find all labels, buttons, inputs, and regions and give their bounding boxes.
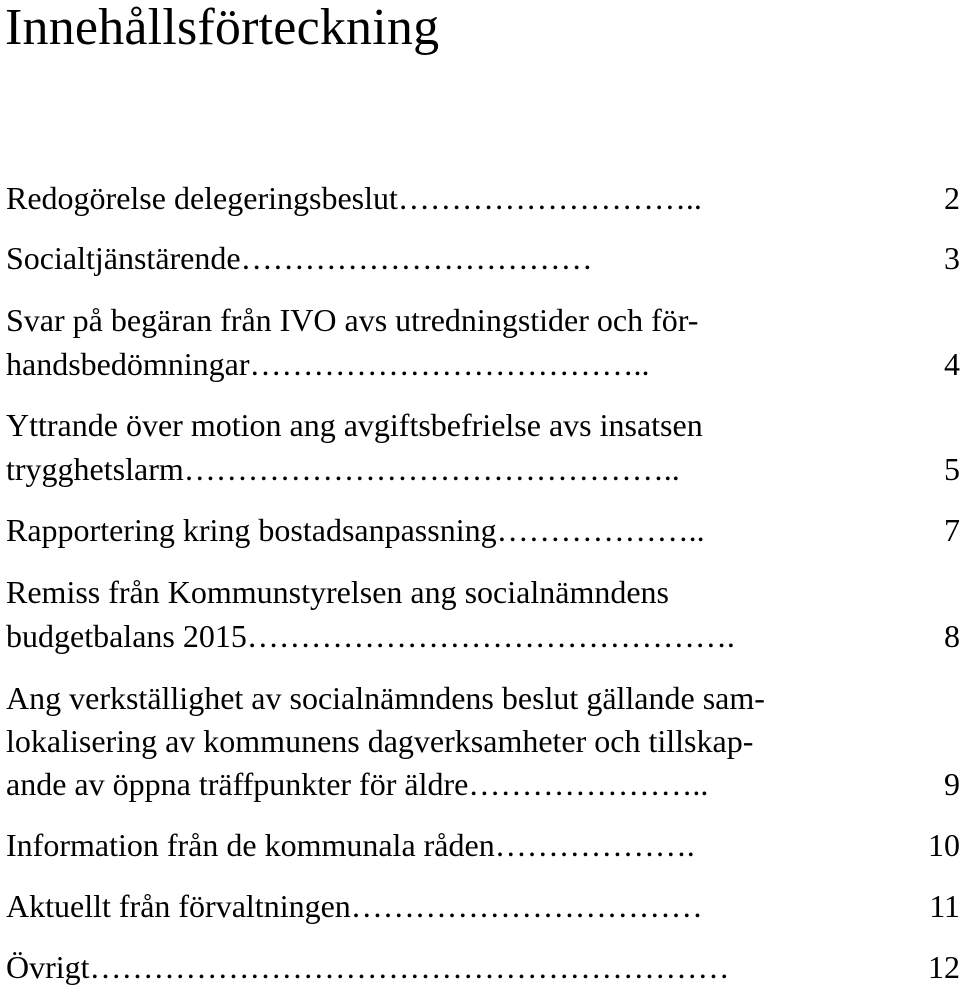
toc-item-bostadsanpassning: [6, 509, 960, 551]
toc-entry-text: Rapportering kring bostadsanpassning………………..: [6, 512, 705, 548]
toc-entry-text: handsbedömningar………………………………..: [6, 346, 650, 382]
toc-entry-text: Svar på begäran från IVO avs utredningstider och för-: [6, 302, 699, 338]
toc-page-number: 5: [944, 451, 960, 487]
toc-entry-line: [6, 615, 960, 657]
toc-entry-line: [6, 448, 960, 490]
toc-page-number: 8: [944, 618, 960, 654]
toc-page-number: 4: [944, 346, 960, 382]
toc-entry-text: Yttrande över motion ang avgiftsbefrielse avs insatsen: [6, 407, 703, 443]
toc-page-number: 10: [928, 827, 960, 863]
toc-entry-line: [6, 720, 960, 762]
toc-item-socialtjanstarende: [6, 237, 960, 279]
page-title: Innehållsförteckning: [5, 0, 440, 56]
toc-entry-line: [6, 763, 960, 805]
toc-entry-text: Socialtjänstärende……………………………: [6, 240, 593, 276]
toc-entry-line: [6, 299, 960, 341]
toc-item-ovrigt: [6, 946, 960, 988]
toc-item-redogorelse: [6, 177, 960, 219]
toc-page-number: 7: [944, 512, 960, 548]
toc-page-number: 12: [928, 949, 960, 985]
toc-entry-text: Ang verkställighet av socialnämndens beslut gällande sam-: [6, 680, 765, 716]
toc-page-number: 9: [944, 766, 960, 802]
toc-page-number: 2: [944, 180, 960, 216]
toc-page-number: 3: [944, 240, 960, 276]
toc-item-forvaltningen: [6, 885, 960, 927]
toc-entry-text: ande av öppna träffpunkter för äldre…………………..: [6, 766, 709, 802]
toc-entry-text: Aktuellt från förvaltningen……………………………: [6, 888, 703, 924]
toc-entry-text: Remiss från Kommunstyrelsen ang socialnämndens: [6, 574, 669, 610]
toc-entry-line: [6, 343, 960, 385]
toc-entry-text: Redogörelse delegeringsbeslut………………………..: [6, 180, 702, 216]
toc-entry-text: budgetbalans 2015……………………………………….: [6, 618, 735, 654]
toc-entry-line: [6, 677, 960, 719]
toc-entry-line: [6, 404, 960, 446]
toc-entry-text: trygghetslarm………………………………………..: [6, 451, 680, 487]
toc-entry-text: Information från de kommunala råden……………….: [6, 827, 695, 863]
toc-page-number: 11: [929, 888, 960, 924]
toc-entry-text: lokalisering av kommunens dagverksamheter och tillskap-: [6, 723, 754, 759]
toc-item-kommunala-raden: [6, 824, 960, 866]
toc-entry-text: Övrigt……………………………………………………: [6, 949, 730, 985]
toc-entry-line: [6, 571, 960, 613]
